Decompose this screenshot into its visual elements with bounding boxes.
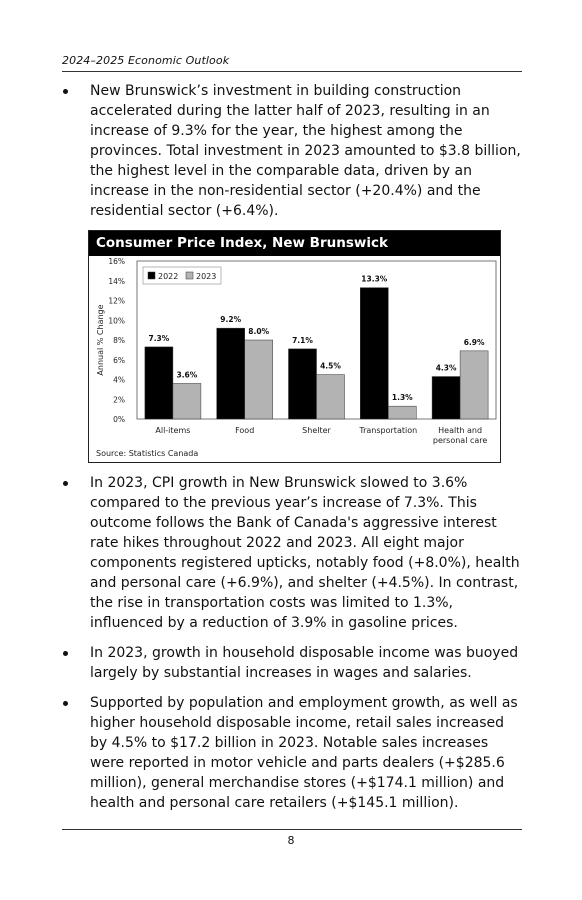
y-tick-label: 4% <box>113 375 125 385</box>
bullet-cpi-growth <box>62 473 522 633</box>
y-tick-label: 16% <box>108 257 125 266</box>
bar-data-label: 6.9% <box>463 337 485 347</box>
running-head: 2024–2025 Economic Outlook <box>62 54 230 67</box>
x-tick-label: Food <box>235 426 255 435</box>
bar-2022 <box>217 328 245 419</box>
bar-2023 <box>173 383 201 419</box>
bar-data-label: 8.0% <box>248 327 270 336</box>
bullet-text: New Brunswick’s investment in building construction accelerated during the latter half of 2023, resulting in an increase of 9.3% for the year, the highest among the provinces. Total investment in 2023 amounted to $3.8 billion, the highest level in the comparable data, driven by an increase in the non-residential sector (+20.4%) and the residential sector (+6.4%). <box>90 83 521 219</box>
bar-2022 <box>145 347 173 419</box>
x-tick-label: All-items <box>155 426 191 435</box>
bar-data-label: 7.3% <box>148 333 170 343</box>
bullet-retail-sales <box>62 693 522 813</box>
bar-2023 <box>460 351 488 419</box>
x-tick-label: Shelter <box>302 426 331 435</box>
bar-data-label: 3.6% <box>176 370 198 380</box>
x-tick-label: personal care <box>432 436 488 445</box>
bar-2023 <box>317 375 345 419</box>
bullet-text: In 2023, CPI growth in New Brunswick slowed to 3.6% compared to the previous year’s increase of 7.3%. This outcome follows the Bank of Canada's aggressive interest rate hikes throughout 2022 and 2023. All eight major components registered upticks, notably food (+8.0%), health and personal care (+6.9%), and shelter (+4.5%). In contrast, the rise in transportation costs was limited to 1.3%, influenced by a reduction of 3.9% in gasoline prices. <box>90 475 520 631</box>
page-number: 8 <box>287 834 295 847</box>
y-tick-label: 12% <box>108 296 125 306</box>
bullet-construction-investment <box>62 81 522 221</box>
bullet-text: Supported by population and employment growth, as well as higher household disposable income, retail sales increased by 4.5% to $17.2 billion in 2023. Notable sales increases were reported in motor vehicle and parts dealers (+$285.6 million), general merchandise stores (+$174.1 million) and health and personal care retailers (+$145.1 million). <box>90 695 518 811</box>
header-rule <box>62 71 522 72</box>
chart-source: Source: Statistics Canada <box>96 449 199 458</box>
chart-title: Consumer Price Index, New Brunswick <box>89 231 500 256</box>
legend-label: 2022 <box>158 272 179 281</box>
bar-2023 <box>388 406 416 419</box>
bar-data-label: 13.3% <box>361 274 388 284</box>
bar-2023 <box>245 340 273 419</box>
legend-swatch <box>148 272 155 279</box>
bar-data-label: 1.3% <box>391 393 413 403</box>
y-tick-label: 2% <box>113 395 125 405</box>
bar-data-label: 7.1% <box>292 335 313 345</box>
y-tick-label: 10% <box>108 316 125 326</box>
y-tick-label: 0% <box>113 415 125 424</box>
legend-label: 2023 <box>196 272 217 281</box>
legend-swatch <box>186 272 193 279</box>
bar-2022 <box>432 377 460 419</box>
bar-2022 <box>360 288 388 419</box>
bar-2022 <box>289 349 317 419</box>
bar-data-label: 9.2% <box>220 315 242 325</box>
cpi-chart <box>88 230 501 463</box>
footer-rule <box>62 829 522 830</box>
y-tick-label: 14% <box>108 276 125 286</box>
chart-svg <box>89 231 500 462</box>
bar-data-label: 4.5% <box>320 361 341 371</box>
y-tick-label: 8% <box>113 336 125 345</box>
y-tick-label: 6% <box>113 355 125 365</box>
y-axis-label: Annual % Change <box>96 304 105 376</box>
bullet-disposable-income <box>62 643 522 683</box>
bar-data-label: 4.3% <box>435 363 457 373</box>
x-tick-label: Health and <box>438 426 483 435</box>
x-tick-label: Transportation <box>359 426 418 435</box>
bullet-text: In 2023, growth in household disposable income was buoyed largely by substantial increases in wages and salaries. <box>90 645 519 681</box>
